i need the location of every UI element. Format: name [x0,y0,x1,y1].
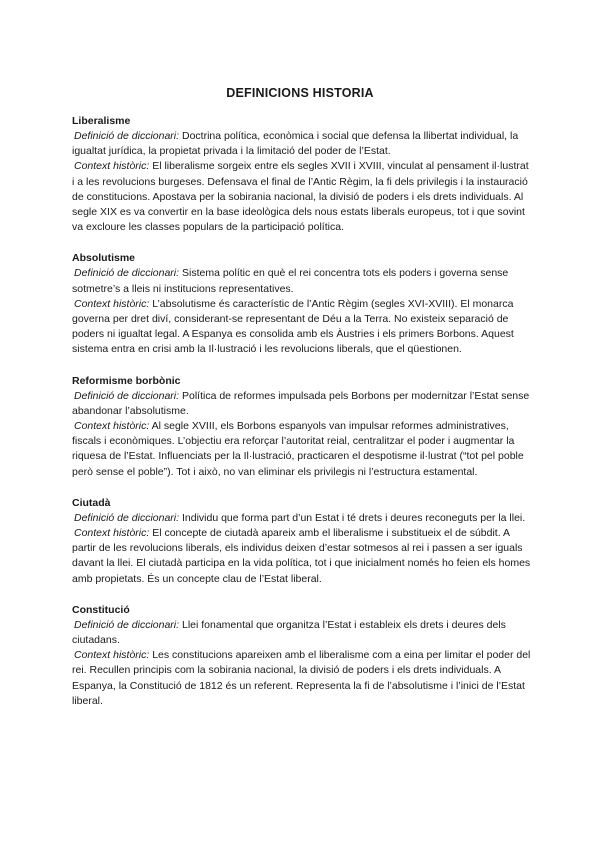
context-paragraph [72,526,532,587]
context-text: El liberalisme sorgeix entre els segles XVII i XVIII, vinculat al pensament il·lustrat i a les revolucions burgeses. Defensava el final de l’Antic Règim, la fi dels privilegis i la instauració de constitucions. Apostava per la sobirania nacional, la divisió de poders i els drets individuals. Al segle XIX es va convertir en la base ideològica dels nous estats liberals europeus, tot i que sovint va excloure les classes populars de la participació política. [72,160,529,234]
definition-label: Definició de diccionari: [74,389,180,402]
section-title: Reformisme borbònic [72,374,181,387]
definition-label: Definició de diccionari: [74,511,180,524]
context-paragraph [72,297,532,358]
definition-text: Llei fonamental que organitza l’Estat i estableix els drets i deures dels ciutadans. [72,618,506,647]
context-paragraph [72,419,532,480]
context-text: Les constitucions apareixen amb el liberalisme com a eina per limitar el poder del rei. Recullen principis com la sobirania nacional, la divisió de poders i els drets individuals. A Espanya, la Constitució de 1812 és un referent. Representa la fi de l’absolutisme i l’inici de l’Estat liberal. [72,649,531,707]
section-title: Absolutisme [72,252,136,265]
definition-paragraph [72,129,532,159]
section-title: Ciutadà [72,496,111,509]
context-label: Context històric: [74,649,150,662]
context-text: L’absolutisme és característic de l’Antic Règim (segles XVI-XVIII). El monarca governa per dret diví, considerant-se representant de Déu a la Terra. No existeix separació de poders ni igualtat legal. A Espanya es consolida amb els Àustries i els primers Borbons. Aquest sistema entra en crisi amb la Il·lustració i les revolucions liberals, que el qüestionen. [72,297,514,356]
section-absolutisme [72,251,532,357]
section-ciutada [72,496,532,587]
context-paragraph [72,159,532,235]
definition-paragraph [72,266,532,296]
context-text: El concepte de ciutadà apareix amb el liberalisme i substitueix el de súbdit. A partir de les revolucions liberals, els individus deixen d’estar sotmesos al rei i passen a ser iguals davant la llei. El ciutadà participa en la vida política, tot i que inicialment només ho feien els homes amb propietats. És un concepte clau de l’Estat liberal. [72,527,531,585]
definition-label: Definició de diccionari: [74,130,180,142]
section-title: Constitució [72,603,130,616]
definition-paragraph [72,389,532,419]
definition-text: Individu que forma part d’un Estat i té drets i deures reconeguts per la llei. [179,511,526,524]
document-body [72,114,532,725]
context-text: Al segle XVIII, els Borbons espanyols van impulsar reformes administratives, fiscals i econòmiques. L’objectiu era reforçar l’autoritat reial, centralitzar el poder i augmentar la riquesa de l’Estat. Influenciats per la Il·lustració, practicaren el despotisme il·lustrat (“tot pel poble però sense el poble”). Tot i això, no van eliminar els privilegis ni l’estructura estamental. [72,420,524,478]
context-label: Context històric: [74,297,150,310]
context-label: Context històric: [74,420,150,433]
definition-paragraph [72,618,532,648]
section-constitucio [72,603,532,709]
definition-text: Sistema polític en què el rei concentra tots els poders i governa sense sotmetre’s a lleis ni institucions representatives. [72,267,509,295]
context-paragraph [72,648,532,709]
context-label: Context històric: [74,160,150,173]
definition-text: Política de reformes impulsada pels Borbons per modernitzar l’Estat sense abandonar l’absolutisme. [72,389,530,417]
definition-paragraph [72,511,532,526]
context-label: Context històric: [74,527,150,540]
section-liberalisme [72,114,532,235]
definition-label: Definició de diccionari: [74,267,180,280]
section-title: Liberalisme [72,115,131,127]
document-title: DEFINICIONS HISTORIA [226,86,374,100]
definition-text: Doctrina política, econòmica i social que defensa la llibertat individual, la igualtat jurídica, la propietat privada i la limitació del poder de l’Estat. [72,130,519,158]
section-reformisme-borbonic [72,374,532,480]
definition-label: Definició de diccionari: [74,618,180,631]
